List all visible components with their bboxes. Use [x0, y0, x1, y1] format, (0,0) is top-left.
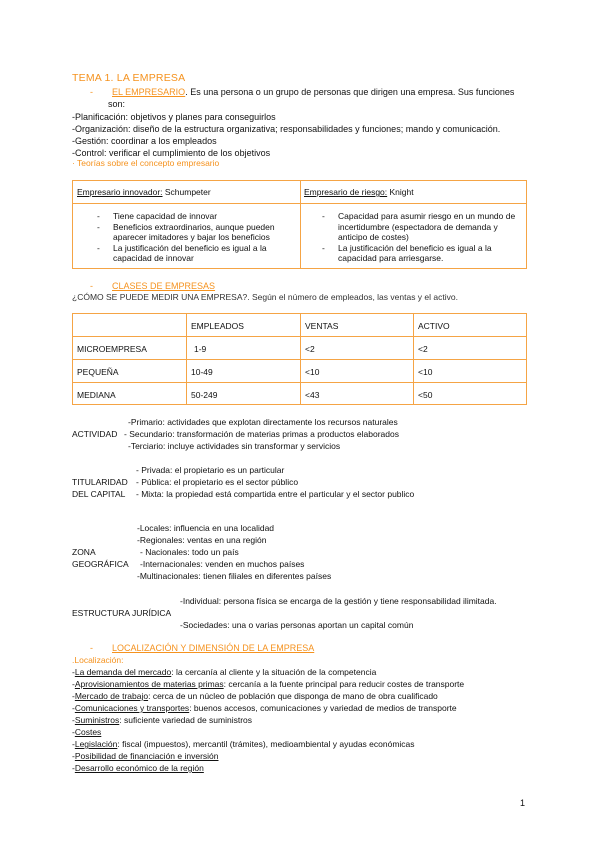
factor-item: -Aprovisionamientos de materias primas: cercanía a la fuente principal para reducir costes de transporte: [72, 679, 465, 689]
zona-label: GEOGRÁFICA: [72, 559, 129, 569]
section-intro-cont: son:: [108, 99, 126, 109]
function-item: -Control: verificar el cumplimiento de los objetivos: [72, 148, 271, 158]
section-heading: CLASES DE EMPRESAS: [112, 281, 216, 291]
table-header: ACTIVO: [418, 321, 450, 331]
theory-head-right: Empresario de riesgo: Knight: [304, 187, 414, 197]
bullet: -: [90, 643, 93, 653]
section-localizacion: [90, 642, 314, 654]
theory-left-list: [91, 211, 291, 264]
actividad-label: ACTIVIDAD: [72, 429, 118, 439]
juridica-label: ESTRUCTURA JURÍDICA: [72, 608, 172, 618]
juridica-item: -Individual: persona física se encarga de la gestión y tiene responsabilidad ilimitada.: [180, 596, 497, 606]
actividad-item: -Terciario: incluye actividades sin transformar y servicios: [128, 441, 341, 451]
titularidad-label: TITULARIDAD: [72, 477, 128, 487]
factor-item: -Posibilidad de financiación e inversión: [72, 751, 219, 761]
table-cell: <10: [418, 367, 433, 377]
factor-item: -Costes: [72, 727, 102, 737]
theory-table: [72, 180, 527, 269]
localizacion-sub: .Localización:: [72, 655, 124, 665]
bullet: -: [90, 281, 93, 291]
function-item: -Planificación: objetivos y planes para conseguirlos: [72, 112, 276, 122]
titularidad-item: - Privada: el propietario es un particular: [136, 465, 285, 475]
table-cell: <10: [305, 367, 320, 377]
section-intro: . Es una persona o un grupo de personas que dirigen una empresa. Sus funciones: [185, 87, 515, 97]
list-item: - Capacidad para asumir riesgo en un mundo de incertidumbre (espectadora de demanda y anticipo de costes): [316, 211, 516, 243]
zona-item: -Internacionales: venden en muchos países: [140, 559, 305, 569]
factor-item: -Comunicaciones y transportes: buenos accesos, comunicaciones y variedad de medios de transporte: [72, 703, 457, 713]
actividad-item: -Primario: actividades que explotan directamente los recursos naturales: [128, 417, 398, 427]
factor-item: -La demanda del mercado: la cercanía al cliente y la situación de la competencia: [72, 667, 377, 677]
table-cell: 50-249: [191, 390, 218, 400]
table-cell: <2: [305, 344, 315, 354]
factor-item: -Mercado de trabajo: cerca de un núcleo de población que disponga de mano de obra cualificado: [72, 691, 438, 701]
theories-label: · Teorías sobre el concepto empresario: [72, 158, 220, 168]
table-cell: PEQUEÑA: [77, 367, 119, 377]
function-item: -Organización: diseño de la estructura organizativa; responsabilidades y funciones; mando y comunicación.: [72, 124, 501, 134]
table-header: EMPLEADOS: [191, 321, 244, 331]
table-header: VENTAS: [305, 321, 339, 331]
factor-item: -Legislación: fiscal (impuestos), mercantil (trámites), medioambiental y ayudas económicas: [72, 739, 415, 749]
juridica-item: -Sociedades: una o varias personas aportan un capital común: [180, 620, 414, 630]
titularidad-label: DEL CAPITAL: [72, 489, 126, 499]
table-cell: 10-49: [191, 367, 213, 377]
section-heading: LOCALIZACIÓN Y DIMENSIÓN DE LA EMPRESA: [112, 643, 315, 653]
titularidad-item: - Pública: el propietario es el sector público: [136, 477, 299, 487]
theory-right-list: [316, 211, 516, 264]
zona-item: - Nacionales: todo un país: [140, 547, 239, 557]
factor-item: -Suministros: suficiente variedad de suministros: [72, 715, 253, 725]
function-item: -Gestión: coordinar a los empleados: [72, 136, 217, 146]
page-number: 1: [520, 798, 526, 808]
theory-head-left: Empresario innovador: Schumpeter: [77, 187, 211, 197]
zona-item: -Locales: influencia en una localidad: [137, 523, 275, 533]
zona-item: -Regionales: ventas en una región: [137, 535, 267, 545]
table-cell: 1-9: [194, 344, 207, 354]
actividad-item: - Secundario: transformación de materias primas a productos elaborados: [124, 429, 399, 439]
page-title: TEMA 1. LA EMPRESA: [72, 72, 186, 84]
table-cell: <2: [418, 344, 428, 354]
section-heading: EL EMPRESARIO: [112, 87, 186, 97]
section-empresario: [90, 86, 514, 98]
list-item: - Beneficios extraordinarios, aunque pueden aparecer imitadores y bajar los beneficios: [91, 222, 291, 243]
table-cell: <50: [418, 390, 433, 400]
table-cell: <43: [305, 390, 320, 400]
size-table: [72, 313, 527, 405]
measure-question: ¿CÓMO SE PUEDE MEDIR UNA EMPRESA?. Según el número de empleados, las ventas y el activo.: [72, 292, 458, 302]
list-item: - La justificación del beneficio es igual a la capacidad de innovar: [91, 243, 291, 264]
list-item: - La justificación del beneficio es igual a la capacidad para arriesgarse.: [316, 243, 516, 264]
table-cell: MICROEMPRESA: [77, 344, 147, 354]
section-clases: [90, 280, 215, 292]
zona-item: -Multinacionales: tienen filiales en diferentes países: [137, 571, 332, 581]
zona-label: ZONA: [72, 547, 96, 557]
table-cell: MEDIANA: [77, 390, 116, 400]
factor-item: -Desarrollo económico de la región: [72, 763, 204, 773]
list-item: - Tiene capacidad de innovar: [91, 211, 291, 222]
bullet: -: [90, 87, 93, 97]
titularidad-item: - Mixta: la propiedad está compartida entre el particular y el sector publico: [136, 489, 415, 499]
